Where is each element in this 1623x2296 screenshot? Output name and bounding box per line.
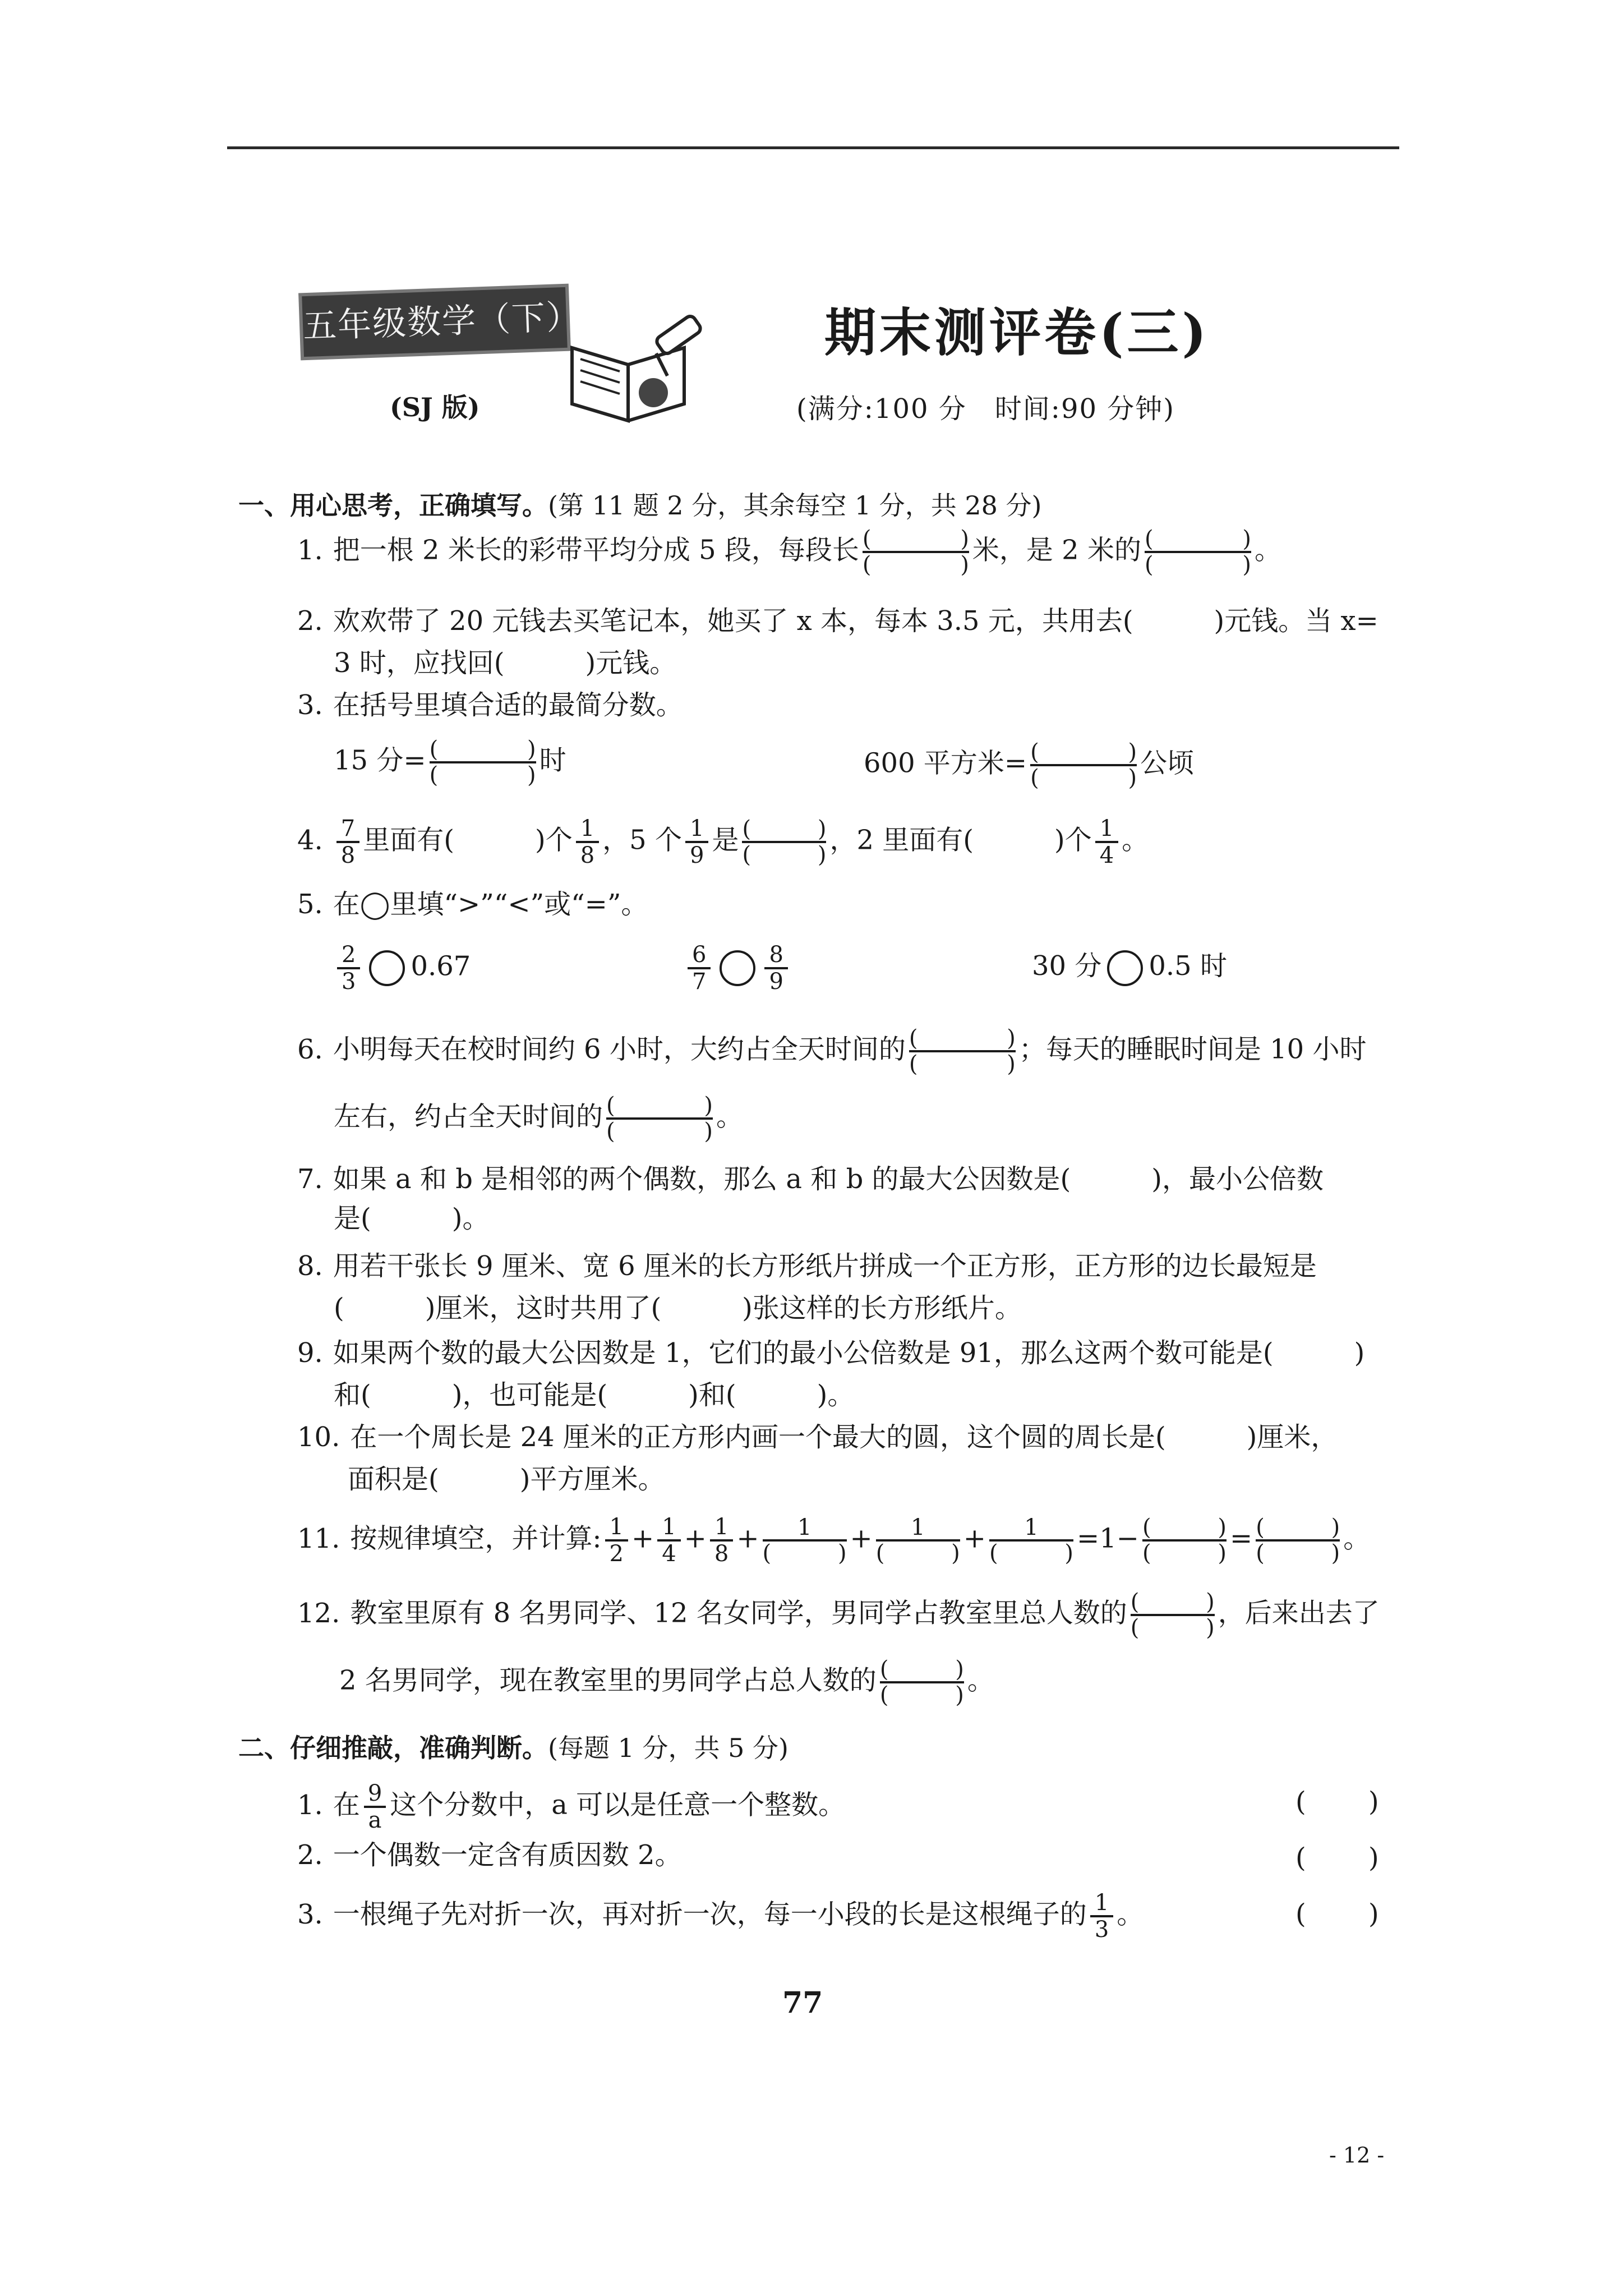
question-3: 3. 在括号里填合适的最简分数。: [297, 689, 683, 721]
question-1: 1. 把一根 2 米长的彩带平均分成 5 段，每段长 ( ) ( ) 米，是 2 米的 ( ) ( ) 。: [297, 526, 1281, 578]
answer-fraction-blank[interactable]: ( ) ( ): [1142, 1515, 1227, 1566]
fraction: $\frac{2}{3}$: [337, 942, 360, 994]
answer-fraction-blank[interactable]: ( ) ( ): [429, 737, 536, 788]
judge-3-answer[interactable]: ( ): [1295, 1898, 1406, 1930]
fraction: $\frac{1}{2}$: [605, 1515, 628, 1566]
judge-3: 3. 一根绳子先对折一次，再对折一次，每一小段的长是这根绳子的 $\frac{1}{3}$ 。: [297, 1890, 1144, 1943]
answer-fraction-blank[interactable]: ( ) ( ): [1144, 526, 1251, 578]
section-1-heading: [238, 485, 1041, 522]
compare-circle[interactable]: [1107, 950, 1143, 986]
judge-2-answer[interactable]: ( ): [1295, 1842, 1406, 1874]
answer-fraction-blank[interactable]: ( ) ( ): [742, 816, 827, 868]
answer-fraction-blank[interactable]: 1 ( ): [762, 1515, 847, 1566]
compare-circle[interactable]: [720, 950, 755, 986]
answer-fraction-blank[interactable]: ( ) ( ): [1030, 739, 1137, 791]
question-8: 8. 用若干张长 9 厘米、宽 6 厘米的长方形纸片拼成一个正方形，正方形的边长最短是: [297, 1250, 1317, 1282]
answer-fraction-blank[interactable]: ( ) ( ): [1256, 1515, 1340, 1566]
compare-1: $\frac{2}{3}$ 0.67: [334, 942, 471, 994]
question-7-line-2: 是( )。: [334, 1203, 490, 1234]
fraction: $\frac{1}{4}$: [657, 1515, 680, 1566]
answer-fraction-blank[interactable]: 1 ( ): [989, 1515, 1073, 1566]
fraction: $\frac{1}{3}$: [1090, 1890, 1113, 1942]
question-10-line-2: 面积是( )平方厘米。: [348, 1464, 665, 1495]
section-2-note: (每题 1 分，共 5 分): [548, 1733, 789, 1763]
section-2-heading: [238, 1728, 789, 1765]
answer-fraction-blank[interactable]: 1 ( ): [875, 1515, 960, 1566]
fraction: $\frac{6}{7}$: [688, 942, 711, 994]
compare-3: 30 分 0.5 时: [1032, 948, 1227, 986]
judge-2: 2. 一个偶数一定含有质因数 2。: [297, 1839, 682, 1871]
exam-meta: (满分:100 分 时间:90 分钟): [796, 393, 1175, 425]
fraction: $\frac{1}{8}$: [710, 1515, 733, 1566]
question-5: 5. 在◯里填“>”“<”或“=”。: [297, 889, 648, 920]
fraction: $\frac{8}{9}$: [764, 942, 787, 994]
fraction: $\frac{1}{8}$: [576, 816, 599, 868]
answer-fraction-blank[interactable]: ( ) ( ): [909, 1025, 1016, 1077]
edition-label: (SJ 版): [390, 392, 480, 422]
question-3-left: 15 分= ( ) ( ) 时: [334, 737, 566, 788]
fraction: $\frac{9}{a}$: [363, 1781, 386, 1833]
grade-badge: 五年级数学（下）: [302, 287, 567, 357]
fraction: $\frac{1}{4}$: [1095, 816, 1118, 868]
exam-title: 期末测评卷(三): [824, 302, 1210, 363]
book-with-telescope-icon: [561, 314, 707, 426]
page-number: 77: [782, 1986, 823, 2020]
question-7: 7. 如果 a 和 b 是相邻的两个偶数，那么 a 和 b 的最大公因数是( )，最小公倍数: [297, 1163, 1324, 1195]
question-12: 12. 教室里原有 8 名男同学、12 名女同学，男同学占教室里总人数的 ( ) ( ) ，后来出去了: [297, 1589, 1380, 1641]
section-1-note: (第 11 题 2 分，其余每空 1 分，共 28 分): [548, 490, 1042, 521]
question-9: 9. 如果两个数的最大公因数是 1，它们的最小公倍数是 91，那么这两个数可能是( ): [297, 1337, 1365, 1369]
question-12-line-2: 2 名男同学，现在教室里的男同学占总人数的 ( ) ( ) 。: [339, 1657, 994, 1708]
judge-1-answer[interactable]: ( ): [1295, 1786, 1406, 1818]
question-6: 6. 小明每天在校时间约 6 小时，大约占全天时间的 ( ) ( ) ；每天的睡眠时间是 10 小时: [297, 1025, 1367, 1077]
question-2: 2. 欢欢带了 20 元钱去买笔记本，她买了 x 本，每本 3.5 元，共用去( )元钱。当 x=: [297, 605, 1378, 637]
answer-fraction-blank[interactable]: ( ) ( ): [1130, 1589, 1215, 1641]
judge-1: 1. 在 $\frac{9}{a}$ 这个分数中，a 可以是任意一个整数。: [297, 1780, 846, 1833]
answer-fraction-blank[interactable]: ( ) ( ): [606, 1093, 713, 1144]
question-4: 4. $\frac{7}{8}$ 里面有( )个 $\frac{1}{8}$ ，5 个 $\frac{1}{9}$ 是 ( ) ( ) ，2 里面有( )个 $\frac{1}{4}$ 。: [297, 816, 1149, 868]
question-10: 10. 在一个周长是 24 厘米的正方形内画一个最大的圆，这个圆的周长是( )厘米，: [297, 1421, 1338, 1453]
question-6-line-2: 左右，约占全天时间的 ( ) ( ) 。: [334, 1093, 744, 1144]
fraction: $\frac{1}{9}$: [685, 816, 708, 868]
page-footer: - 12 -: [1329, 2143, 1385, 2168]
section-1-title: 一、用心思考，正确填写。: [238, 490, 548, 521]
question-8-line-2: ( )厘米，这时共用了( )张这样的长方形纸片。: [334, 1292, 1022, 1324]
question-3-right: 600 平方米= ( ) ( ) 公顷: [864, 739, 1195, 791]
compare-circle[interactable]: [369, 950, 405, 986]
top-rule: [227, 146, 1399, 149]
answer-fraction-blank[interactable]: ( ) ( ): [862, 526, 969, 578]
fraction: $\frac{7}{8}$: [336, 816, 359, 868]
question-2-line-2: 3 时，应找回( )元钱。: [334, 647, 677, 679]
question-11: 11. 按规律填空，并计算: $\frac{1}{2}$ + $\frac{1}{4}$ + $\frac{1}{8}$ + 1 ( ) + 1 ( ) + 1 ( ) =1− ( ) ( ) = ( ) ( ) 。: [297, 1514, 1371, 1567]
answer-fraction-blank[interactable]: ( ) ( ): [879, 1657, 964, 1708]
section-2-title: 二、仔细推敲，准确判断。: [238, 1733, 548, 1763]
compare-2: [684, 942, 791, 994]
question-9-line-2: 和( )，也可能是( )和( )。: [334, 1379, 855, 1411]
